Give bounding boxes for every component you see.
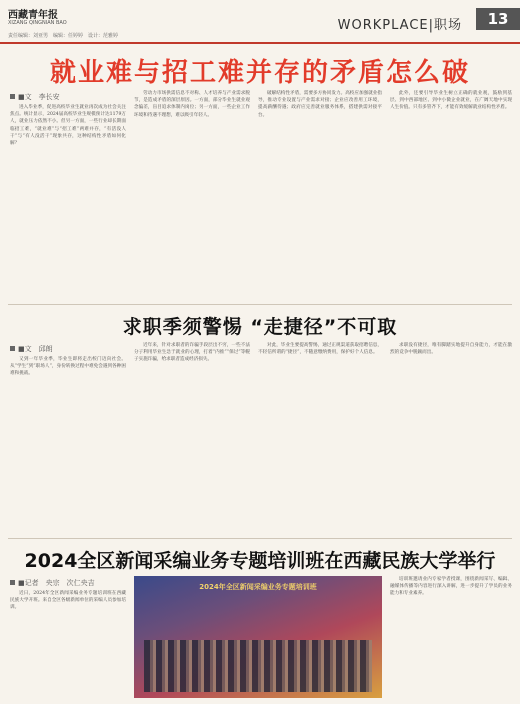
article1-column-2: 劳动力市场供需信息不对称、人才培养与产业需求脱节，是造成矛盾的深层原因。一方面，部分毕业生就业观念偏差，盲目追求体制内岗位；另一方面，一些企业工作环境和待遇不理想，难以吸引年轻人。	[134, 91, 250, 118]
photo-crowd	[144, 640, 372, 692]
article3-column-1: 近日，2024年全区新闻采编业务专题培训班在西藏民族大学开班。来自全区各级新闻单位的采编人员参加培训。	[10, 591, 126, 611]
page-number-badge: 13	[476, 8, 520, 30]
article2-column-2: 近年来，针对求职者的诈骗手段层出不穷，一些不法分子利用毕业生急于就业的心理，打着“内推”“保过”等幌子实施诈骗，给求职者造成经济损失。	[134, 343, 250, 363]
article1-column-1: 进入毕业季，促进高校毕业生就业再次成为社会关注焦点。统计显示，2024届高校毕业生规模预计达1179万人，就业压力依然不小。但另一方面，一些行业却长期面临招工难，“就业难”与“招工难”两难并存，“有活没人干”与“有人没活干”现象共存，这种结构性矛盾如何化解？	[10, 105, 126, 147]
article1-column-4: 此外，还要引导毕业生树立正确的就业观，鼓励到基层、到中西部地区、到中小微企业就业，在广阔天地中实现人生价值。只有多管齐下，才能有效缓解就业结构性矛盾。	[390, 91, 512, 111]
byline-square-icon	[10, 94, 15, 99]
article3-headline: 2024全区新闻采编业务专题培训班在西藏民族大学举行	[24, 550, 496, 572]
article2-byline	[10, 344, 53, 354]
article1-column-3: 破解结构性矛盾，需要多方协同发力。高校应加强就业指导，推动专业设置与产业需求对接；企业应改善用工环境，提高薪酬待遇；政府应完善就业服务体系，搭建供需对接平台。	[258, 91, 382, 118]
masthead: 西藏青年报	[8, 10, 58, 21]
article3-column-3: 培训班邀请业内专家学者授课，围绕新闻采写、编辑、融媒体传播等内容进行深入讲解，进一步提升了学员的业务能力和专业素养。	[390, 577, 512, 597]
article1-headline: 就业难与招工难并存的矛盾怎么破	[49, 58, 470, 88]
article1-byline	[10, 92, 60, 102]
article2-column-1: 又到一年毕业季，毕业生即将走出校门迈向社会。从“学生”到“职场人”，身份转换过程中难免会遇到各种困难和挑战。	[10, 357, 126, 377]
article2-column-4: 求职没有捷径，唯有脚踏实地提升自身能力，才能在激烈的竞争中脱颖而出。	[390, 343, 512, 356]
training-group-photo	[134, 576, 382, 698]
section-label: WORKPLACE|职场	[337, 18, 462, 33]
article3-byline	[10, 578, 95, 588]
article2-headline: 求职季须警惕 “走捷径”不可取	[122, 316, 398, 338]
byline-square-icon	[10, 580, 15, 585]
photo-banner-text: 2024年全区新闻采编业务专题培训班	[199, 583, 317, 591]
section-divider-2	[8, 538, 512, 539]
article1-author: ■文 李长安	[18, 93, 60, 101]
article2-column-3: 对此，毕业生要提高警惕，通过正规渠道获取招聘信息，不轻信所谓的“捷径”，不随意缴纳费用，保护好个人信息。	[258, 343, 382, 356]
section-divider-1	[8, 304, 512, 305]
masthead-subtitle: XIZANG QINGNIAN BAO	[8, 20, 67, 26]
article2-author: ■文 邱朗	[18, 345, 53, 353]
article3-author: ■记者 央宗 次仁央吉	[18, 579, 95, 587]
editor-credits: 责任编辑：刘亚男 编辑：任婷婷 设计：范雅婷	[8, 33, 119, 39]
header-divider	[0, 42, 520, 44]
byline-square-icon	[10, 346, 15, 351]
